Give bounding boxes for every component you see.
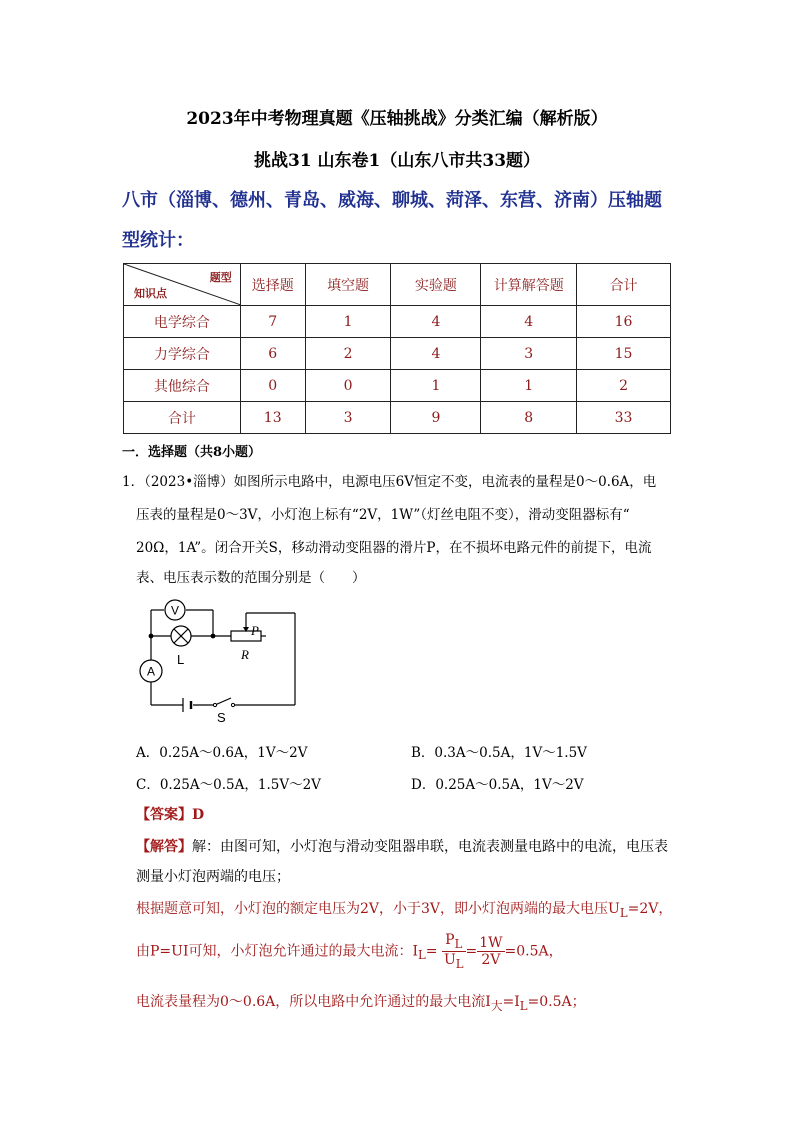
answer-label: 【答案】D xyxy=(136,807,205,823)
row-label: 力学综合 xyxy=(124,338,241,370)
table-cell: 4 xyxy=(481,306,577,338)
table-cell: 16 xyxy=(577,306,671,338)
table-cell: 15 xyxy=(577,338,671,370)
table-cell: 4 xyxy=(391,306,481,338)
solution-text-5: 电流表量程为0～0.6A，所以电路中允许通过的最大电流I xyxy=(136,994,491,1010)
solution-text-5-tail: =0.5A； xyxy=(527,994,586,1010)
table-cell: 2 xyxy=(305,338,391,370)
table-cell: 6 xyxy=(240,338,305,370)
option-d: D．0.25A～0.5A，1V～2V xyxy=(411,777,584,793)
solution-line-4 xyxy=(136,932,563,971)
table-cell: 2 xyxy=(577,370,671,402)
frac-den-sub: L xyxy=(455,956,464,971)
solution-line-3 xyxy=(136,898,672,920)
table-cell: 3 xyxy=(305,402,391,434)
table-cell: 3 xyxy=(481,338,577,370)
option-a: A．0.25A～0.6A，1V～2V xyxy=(136,745,308,761)
solution-text-5-mid: =I xyxy=(502,994,520,1010)
solution-line-5 xyxy=(136,991,586,1014)
table-cell: 13 xyxy=(240,402,305,434)
subscript-l: L xyxy=(519,998,528,1013)
document-title: 2023年中考物理真题《压轴挑战》分类汇编（解析版） xyxy=(186,109,608,129)
intro-line-2: 型统计： xyxy=(122,230,194,251)
solution-text-3-tail: =2V， xyxy=(627,901,673,917)
table-header-cell: 填空题 xyxy=(305,264,391,306)
lamp-label: L xyxy=(177,652,185,667)
table-row xyxy=(124,402,671,434)
rheostat-label: R xyxy=(241,647,249,662)
frac-den-value: 2V xyxy=(481,951,501,968)
option-b: B．0.3A～0.5A，1V～1.5V xyxy=(411,745,587,761)
table-row xyxy=(124,370,671,402)
frac-den: U xyxy=(443,951,456,968)
table-cell: 9 xyxy=(391,402,481,434)
solution-label: 【解答】 xyxy=(136,839,192,855)
solution-text-4: 由P=UI可知，小灯泡允许通过的最大电流：I xyxy=(136,943,419,960)
symbol-u: U xyxy=(608,901,620,917)
corner-bottom-label: 知识点 xyxy=(134,287,167,300)
voltmeter-icon xyxy=(165,600,185,620)
subscript-l: L xyxy=(418,948,426,963)
table-cell: 33 xyxy=(577,402,671,434)
table-header-cell: 实验题 xyxy=(391,264,481,306)
table-row xyxy=(124,306,671,338)
table-cell: 1 xyxy=(305,306,391,338)
solution-line-2: 测量小灯泡两端的电压； xyxy=(136,869,290,885)
frac-num-sub: L xyxy=(454,936,463,951)
equals-sign: = xyxy=(425,943,438,960)
table-corner-cell xyxy=(124,264,241,306)
voltmeter-label: V xyxy=(170,603,180,618)
table-cell: 7 xyxy=(240,306,305,338)
table-row xyxy=(124,338,671,370)
section-title: 一．选择题（共8小题） xyxy=(122,445,262,460)
table-header-cell: 合计 xyxy=(577,264,671,306)
row-label: 其他综合 xyxy=(124,370,241,402)
switch-label: S xyxy=(217,710,226,725)
row-label: 电学综合 xyxy=(124,306,241,338)
row-label: 合计 xyxy=(124,402,241,434)
circuit-diagram xyxy=(133,598,308,726)
equals-sign: = xyxy=(465,943,478,960)
solution-text-4-tail: =0.5A， xyxy=(504,943,563,960)
ammeter-icon xyxy=(140,660,162,682)
fraction-values xyxy=(477,935,504,968)
table-cell: 1 xyxy=(391,370,481,402)
table-cell: 1 xyxy=(481,370,577,402)
table-cell: 4 xyxy=(391,338,481,370)
question-line-3: 20Ω，1A”。闭合开关S，移动滑动变阻器的滑片P，在不损坏电路元件的前提下，电流 xyxy=(136,540,652,556)
solution-text-1: 解：由图可知，小灯泡与滑动变阻器串联，电流表测量电路中的电流，电压表 xyxy=(192,839,668,855)
frac-num-value: 1W xyxy=(479,934,503,951)
table-cell: 0 xyxy=(240,370,305,402)
corner-top-label: 题型 xyxy=(209,271,232,284)
table-header-cell: 计算解答题 xyxy=(481,264,577,306)
fraction-power-over-voltage xyxy=(442,932,466,971)
solution-line-1 xyxy=(136,836,668,856)
subscript-l: L xyxy=(619,905,628,920)
statistics-table xyxy=(123,263,671,434)
question-line-2: 压表的量程是0～3V，小灯泡上标有“2V，1W”（灯丝电阻不变），滑动变阻器标有“ xyxy=(136,507,630,523)
option-c: C．0.25A～0.5A，1.5V～2V xyxy=(136,777,321,793)
question-line-4: 表、电压表示数的范围分别是（ ） xyxy=(136,570,366,586)
lamp-icon xyxy=(171,626,191,646)
document-subtitle: 挑战31 山东卷1（山东八市共33题） xyxy=(253,151,541,171)
slider-label: P xyxy=(251,623,259,638)
subscript-max: 大 xyxy=(490,998,503,1013)
table-header-row xyxy=(124,264,671,306)
question-line-1: 1．（2023•淄博）如图所示电路中，电源电压6V恒定不变，电流表的量程是0～0.6A，电 xyxy=(122,474,657,490)
table-cell: 8 xyxy=(481,402,577,434)
frac-num: P xyxy=(445,932,455,948)
table-cell: 0 xyxy=(305,370,391,402)
intro-line-1: 八市（淄博、德州、青岛、威海、聊城、菏泽、东营、济南）压轴题 xyxy=(122,190,662,211)
solution-text-3: 根据题意可知，小灯泡的额定电压为2V，小于3V，即小灯泡两端的最大电压 xyxy=(136,901,609,917)
ammeter-label: A xyxy=(146,664,156,679)
table-header-cell: 选择题 xyxy=(240,264,305,306)
